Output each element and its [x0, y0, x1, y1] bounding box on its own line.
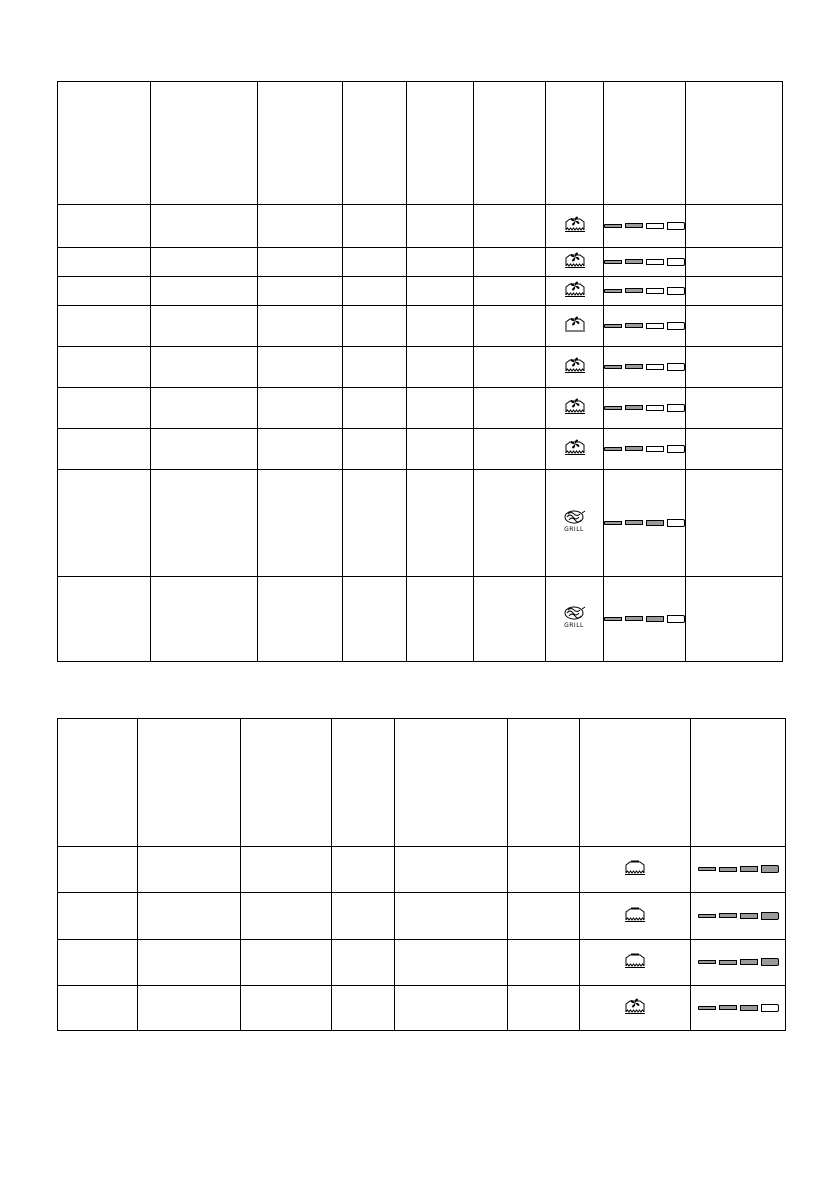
table-cell — [258, 248, 343, 277]
table-cell — [474, 470, 546, 577]
table-cell — [474, 388, 546, 429]
table-row — [58, 248, 783, 277]
level-indicator — [604, 445, 685, 453]
table-cell — [407, 277, 474, 306]
table-cell — [241, 940, 332, 986]
table-cell — [686, 388, 783, 429]
table-cell — [686, 347, 783, 388]
table-cell — [604, 470, 686, 577]
level-segment-filled — [719, 1005, 737, 1010]
level-segment-empty — [667, 287, 685, 295]
table-row — [58, 470, 783, 577]
level-segment-filled — [740, 959, 758, 965]
level-segment-empty — [667, 222, 685, 230]
level-segment-filled — [646, 616, 664, 622]
table-cell — [407, 205, 474, 248]
level-segment-filled — [625, 520, 643, 525]
fan-bottom-heat-icon — [563, 278, 587, 305]
table-row — [58, 986, 786, 1031]
table-row — [58, 347, 783, 388]
level-segment-filled — [625, 288, 643, 293]
header-cell — [258, 82, 343, 205]
level-segment-filled — [604, 324, 622, 328]
table-cell — [474, 577, 546, 662]
table-cell — [604, 306, 686, 347]
table-cell — [474, 347, 546, 388]
table-cell — [546, 248, 604, 277]
grill-icon — [562, 605, 588, 634]
table-header-row — [58, 719, 786, 847]
table-cell — [474, 277, 546, 306]
table-cell — [58, 893, 138, 940]
table-cell — [508, 847, 580, 893]
level-indicator — [698, 865, 779, 873]
table-cell — [258, 205, 343, 248]
level-segment-filled — [740, 866, 758, 872]
table-cell — [258, 277, 343, 306]
table-cell — [58, 577, 151, 662]
level-segment-filled — [761, 865, 779, 873]
cooking-table-2 — [57, 718, 786, 1031]
table-cell — [395, 940, 508, 986]
table-cell — [258, 470, 343, 577]
table-row — [58, 893, 786, 940]
grill-icon — [562, 509, 588, 538]
header-cell — [508, 719, 580, 847]
level-segment-empty — [667, 258, 685, 266]
table-cell — [604, 577, 686, 662]
table-cell — [686, 205, 783, 248]
level-indicator — [698, 958, 779, 966]
table-cell — [691, 986, 786, 1031]
table-row — [58, 205, 783, 248]
level-segment-empty — [667, 322, 685, 330]
level-segment-filled — [625, 364, 643, 369]
cooking-table-1 — [57, 81, 783, 662]
table-cell — [395, 986, 508, 1031]
table-row — [58, 306, 783, 347]
table-cell — [546, 577, 604, 662]
table-row — [58, 277, 783, 306]
table-cell — [151, 248, 258, 277]
level-segment-filled — [761, 958, 779, 966]
header-cell — [474, 82, 546, 205]
table-cell — [241, 893, 332, 940]
table-cell — [686, 306, 783, 347]
table-cell — [580, 940, 691, 986]
table-cell — [332, 940, 395, 986]
table-cell — [138, 847, 241, 893]
table-cell — [343, 429, 407, 470]
table-cell — [474, 205, 546, 248]
table-cell — [58, 306, 151, 347]
table-cell — [686, 429, 783, 470]
table-cell — [691, 893, 786, 940]
level-segment-filled — [698, 960, 716, 964]
table-cell — [407, 388, 474, 429]
table-cell — [332, 847, 395, 893]
grill-label: GRILL — [563, 621, 584, 629]
table-row — [58, 577, 783, 662]
level-segment-empty — [646, 288, 664, 294]
level-indicator — [604, 519, 685, 527]
table-cell — [58, 248, 151, 277]
table-cell — [138, 986, 241, 1031]
table-cell — [546, 306, 604, 347]
table-cell — [151, 470, 258, 577]
fan-bottom-heat-icon — [563, 436, 587, 463]
table-cell — [258, 429, 343, 470]
table-cell — [258, 388, 343, 429]
table-cell — [546, 470, 604, 577]
level-segment-filled — [719, 913, 737, 918]
level-segment-filled — [625, 405, 643, 410]
table-cell — [58, 470, 151, 577]
table-cell — [58, 986, 138, 1031]
table-cell — [407, 248, 474, 277]
table-cell — [604, 248, 686, 277]
table-header-row — [58, 82, 783, 205]
table-cell — [474, 306, 546, 347]
table-cell — [58, 277, 151, 306]
level-segment-filled — [740, 1005, 758, 1011]
level-segment-empty — [667, 445, 685, 453]
table-cell — [604, 347, 686, 388]
level-segment-filled — [719, 867, 737, 872]
table-row — [58, 388, 783, 429]
header-cell — [395, 719, 508, 847]
level-indicator — [604, 258, 685, 266]
table-cell — [546, 277, 604, 306]
level-segment-empty — [667, 519, 685, 527]
level-indicator — [604, 322, 685, 330]
level-segment-filled — [625, 446, 643, 451]
table-cell — [151, 388, 258, 429]
header-cell — [58, 82, 151, 205]
table-cell — [686, 470, 783, 577]
table-cell — [138, 893, 241, 940]
table-cell — [332, 986, 395, 1031]
table-cell — [686, 248, 783, 277]
table-cell — [395, 893, 508, 940]
table-cell — [58, 388, 151, 429]
table-cell — [508, 940, 580, 986]
table-cell — [395, 847, 508, 893]
level-segment-empty — [667, 615, 685, 623]
table-cell — [580, 986, 691, 1031]
table-cell — [604, 205, 686, 248]
table-cell — [151, 306, 258, 347]
level-segment-empty — [646, 446, 664, 452]
fan-bottom-heat-icon — [623, 995, 647, 1022]
level-segment-filled — [698, 867, 716, 871]
header-cell — [686, 82, 783, 205]
fan-bottom-heat-icon — [563, 249, 587, 276]
level-segment-empty — [667, 363, 685, 371]
top-bottom-heat-icon — [623, 856, 647, 883]
level-indicator — [604, 615, 685, 623]
level-segment-filled — [604, 289, 622, 293]
level-segment-filled — [698, 914, 716, 918]
level-segment-empty — [646, 259, 664, 265]
level-segment-filled — [740, 913, 758, 919]
level-segment-empty — [667, 404, 685, 412]
level-segment-filled — [604, 406, 622, 410]
header-cell — [151, 82, 258, 205]
level-segment-empty — [646, 323, 664, 329]
table-cell — [546, 388, 604, 429]
level-segment-filled — [646, 520, 664, 526]
table-cell — [151, 577, 258, 662]
table-cell — [580, 893, 691, 940]
table-row — [58, 429, 783, 470]
header-cell — [343, 82, 407, 205]
level-segment-filled — [604, 365, 622, 369]
level-segment-filled — [719, 960, 737, 965]
header-cell — [546, 82, 604, 205]
header-cell — [58, 719, 138, 847]
table-cell — [686, 577, 783, 662]
table-row — [58, 940, 786, 986]
table-cell — [58, 205, 151, 248]
header-cell — [691, 719, 786, 847]
table-cell — [343, 470, 407, 577]
table-cell — [151, 277, 258, 306]
table-cell — [258, 577, 343, 662]
top-bottom-heat-icon — [623, 903, 647, 930]
level-indicator — [698, 912, 779, 920]
table-cell — [407, 470, 474, 577]
table-cell — [343, 577, 407, 662]
header-cell — [407, 82, 474, 205]
table-cell — [343, 205, 407, 248]
level-segment-empty — [646, 364, 664, 370]
level-segment-filled — [604, 260, 622, 264]
fan-heat-icon — [563, 313, 587, 340]
header-cell — [332, 719, 395, 847]
table-cell — [151, 347, 258, 388]
table-cell — [258, 347, 343, 388]
table-cell — [58, 847, 138, 893]
table-cell — [508, 893, 580, 940]
level-segment-filled — [625, 223, 643, 228]
table-cell — [151, 205, 258, 248]
level-indicator — [604, 404, 685, 412]
header-cell — [580, 719, 691, 847]
table-cell — [604, 429, 686, 470]
table-cell — [58, 347, 151, 388]
table-cell — [604, 277, 686, 306]
table-cell — [474, 248, 546, 277]
level-indicator — [604, 287, 685, 295]
grill-label: GRILL — [563, 525, 584, 533]
table-cell — [474, 429, 546, 470]
level-indicator — [604, 222, 685, 230]
level-segment-filled — [625, 323, 643, 328]
table-cell — [241, 986, 332, 1031]
level-segment-filled — [604, 521, 622, 525]
table-cell — [546, 347, 604, 388]
table-cell — [343, 277, 407, 306]
table-cell — [407, 347, 474, 388]
top-bottom-heat-icon — [623, 949, 647, 976]
table-cell — [508, 986, 580, 1031]
level-segment-filled — [604, 617, 622, 621]
table-cell — [332, 893, 395, 940]
level-segment-filled — [698, 1006, 716, 1010]
fan-bottom-heat-icon — [563, 395, 587, 422]
table-cell — [546, 429, 604, 470]
level-segment-filled — [604, 447, 622, 451]
table-cell — [258, 306, 343, 347]
table-cell — [138, 940, 241, 986]
table-cell — [691, 847, 786, 893]
header-cell — [241, 719, 332, 847]
table-cell — [546, 205, 604, 248]
level-segment-empty — [761, 1004, 779, 1012]
table-cell — [241, 847, 332, 893]
level-indicator — [604, 363, 685, 371]
table-row — [58, 847, 786, 893]
header-cell — [604, 82, 686, 205]
level-segment-filled — [604, 224, 622, 228]
table-cell — [691, 940, 786, 986]
table-cell — [343, 248, 407, 277]
table-cell — [604, 388, 686, 429]
level-segment-filled — [625, 259, 643, 264]
fan-bottom-heat-icon — [563, 213, 587, 240]
level-segment-filled — [761, 912, 779, 920]
table-cell — [343, 347, 407, 388]
table-cell — [58, 940, 138, 986]
table-cell — [343, 388, 407, 429]
table-cell — [343, 306, 407, 347]
table-cell — [151, 429, 258, 470]
level-segment-empty — [646, 405, 664, 411]
level-indicator — [698, 1004, 779, 1012]
table-cell — [580, 847, 691, 893]
table-cell — [407, 577, 474, 662]
level-segment-empty — [646, 223, 664, 229]
table-cell — [407, 306, 474, 347]
header-cell — [138, 719, 241, 847]
level-segment-filled — [625, 616, 643, 621]
table-cell — [686, 277, 783, 306]
table-cell — [58, 429, 151, 470]
fan-bottom-heat-icon — [563, 354, 587, 381]
table-cell — [407, 429, 474, 470]
